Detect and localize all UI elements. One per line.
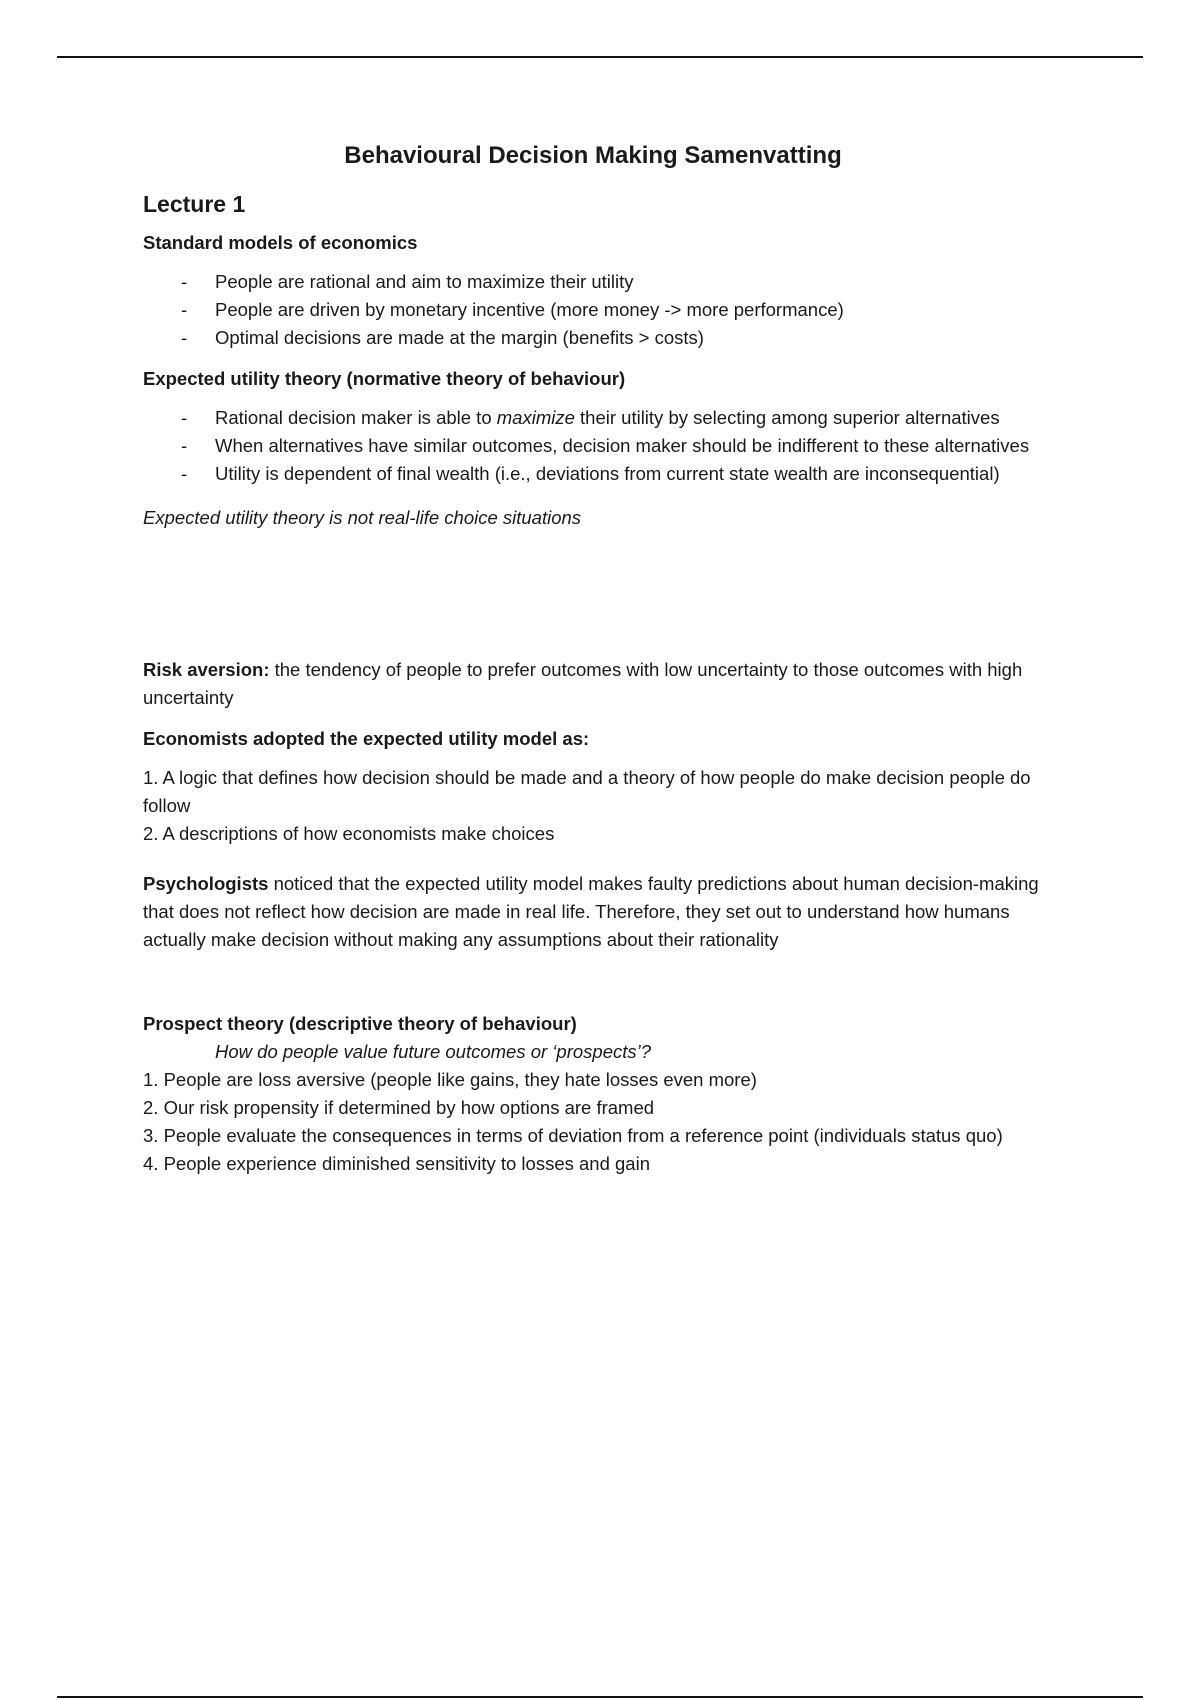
emphasis-text: maximize: [496, 407, 575, 429]
list-item: [143, 404, 1043, 432]
psychologists-paragraph: [143, 870, 1043, 954]
list-item: - People are rational and aim to maximize their utility: [143, 268, 1043, 296]
list-item: - Optimal decisions are made at the margin (benefits > costs): [143, 324, 1043, 352]
list-item-text: Rational decision maker is able to: [215, 407, 497, 429]
document-title: Behavioural Decision Making Samenvatting: [344, 142, 842, 169]
risk-aversion-paragraph: [143, 656, 1043, 712]
prospect-theory-heading: Prospect theory (descriptive theory of behaviour): [143, 1013, 577, 1035]
list-item: 1. People are loss aversive (people like gains, they hate losses even more): [143, 1069, 757, 1091]
list-item: 3. People evaluate the consequences in terms of deviation from a reference point (individuals status quo): [143, 1125, 1003, 1147]
economists-list: [143, 764, 1043, 848]
list-item: 1. A logic that defines how decision should be made and a theory of how people do make decision people do follow: [143, 767, 1031, 817]
expected-utility-note: Expected utility theory is not real-life choice situations: [143, 507, 582, 529]
list-item: 2. Our risk propensity if determined by how options are framed: [143, 1097, 655, 1119]
list-item: - When alternatives have similar outcomes, decision maker should be indifferent to these alternatives: [143, 432, 1043, 460]
header-rule: [57, 56, 1143, 58]
list-item: - People are driven by monetary incentive (more money -> more performance): [143, 296, 1043, 324]
psychologists-term: Psychologists: [143, 873, 269, 895]
list-item-text: their utility by selecting among superior alternatives: [574, 407, 1000, 429]
standard-models-list: [143, 268, 1043, 352]
lecture-heading: Lecture 1: [143, 191, 246, 218]
economists-heading: Economists adopted the expected utility model as:: [143, 728, 590, 750]
risk-aversion-definition: the tendency of people to prefer outcomes with low uncertainty to those outcomes with high uncertainty: [143, 659, 1023, 709]
document-page: [143, 140, 1043, 1194]
psychologists-text: noticed that the expected utility model makes faulty predictions about human decision-making that does not reflect how decision are made in real life. Therefore, they set out to understand how humans actually make decision without making any assumptions about their rationality: [143, 873, 1039, 951]
expected-utility-list: [143, 404, 1043, 488]
footer-rule: [57, 1696, 1143, 1698]
list-item: - Utility is dependent of final wealth (i.e., deviations from current state wealth are inconsequential): [143, 460, 1043, 488]
prospect-theory-question: How do people value future outcomes or ‘prospects’?: [215, 1041, 652, 1063]
expected-utility-heading: Expected utility theory (normative theory of behaviour): [143, 368, 626, 390]
standard-models-heading: Standard models of economics: [143, 232, 418, 254]
risk-aversion-term: Risk aversion:: [143, 659, 270, 681]
list-item: 4. People experience diminished sensitivity to losses and gain: [143, 1153, 650, 1175]
list-item: 2. A descriptions of how economists make choices: [143, 823, 555, 845]
prospect-theory-list: [143, 1066, 1043, 1178]
